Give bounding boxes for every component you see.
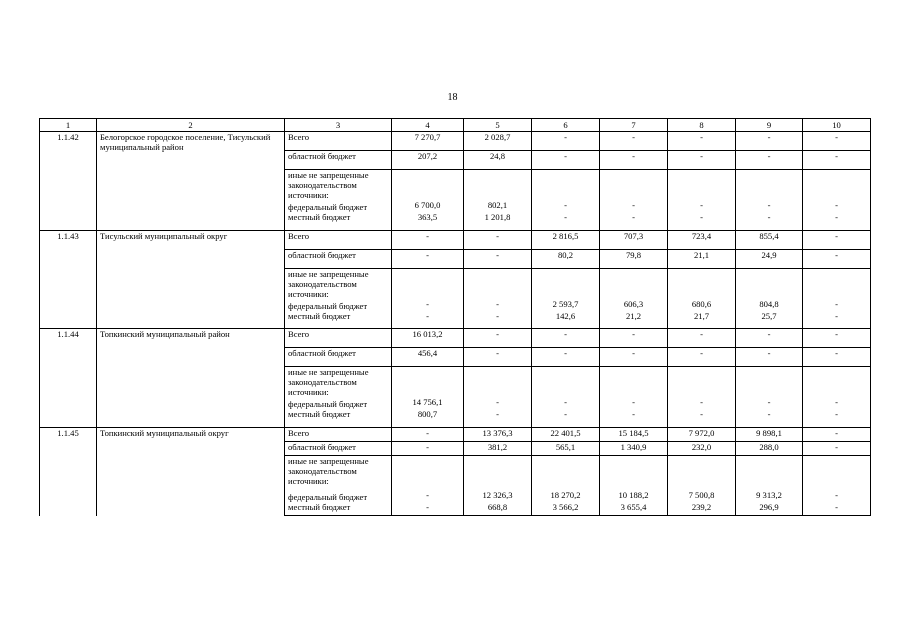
column-header: 8 [668,119,736,132]
value-cell: - [392,230,464,249]
value-cell: - [803,311,871,329]
municipality-name: Топкинский муниципальный округ [97,427,285,516]
value-cell: - [668,151,736,170]
value-cell: 606,3 [600,268,668,311]
budget-source-label: областной бюджет [285,249,392,268]
value-cell: 2 593,7 [532,268,600,311]
other-sources-label: законодательством [288,180,357,190]
value-cell: - [532,409,600,427]
value-cell: 1 201,8 [464,212,532,230]
value-cell: - [803,249,871,268]
value-cell: 9 898,1 [736,427,803,441]
value-cell: 565,1 [532,441,600,455]
value-cell: 21,1 [668,249,736,268]
other-sources-label: источники: [288,190,329,200]
value-cell: 80,2 [532,249,600,268]
value-cell: - [668,170,736,213]
other-sources-label: иные не запрещенные [288,455,369,466]
other-sources-label: иные не запрещенные [288,268,369,279]
value-cell: - [464,367,532,410]
value-cell: 18 270,2 [532,455,600,502]
budget-source-label: местный бюджет [285,502,392,516]
value-cell: - [532,329,600,348]
value-cell: 7 972,0 [668,427,736,441]
item-code: 1.1.45 [40,427,97,516]
value-cell: 296,9 [736,502,803,516]
value-cell: - [392,455,464,502]
value-cell: - [464,230,532,249]
value-cell: - [600,367,668,410]
value-cell: 10 188,2 [600,455,668,502]
value-cell: - [668,329,736,348]
value-cell: 288,0 [736,441,803,455]
value-cell: - [803,427,871,441]
value-cell: - [668,409,736,427]
value-cell: - [392,441,464,455]
value-cell: 15 184,5 [600,427,668,441]
value-cell: 24,9 [736,249,803,268]
value-cell: - [803,409,871,427]
value-cell: 239,2 [668,502,736,516]
other-sources-cell [285,367,392,410]
value-cell: - [736,151,803,170]
value-cell: - [668,212,736,230]
budget-source-label: областной бюджет [285,441,392,455]
value-cell: 6 700,0 [392,170,464,213]
other-sources-label: источники: [288,475,329,486]
value-cell: - [392,249,464,268]
value-cell: 680,6 [668,268,736,311]
value-cell: - [803,441,871,455]
budget-source-label: федеральный бюджет [288,399,368,409]
column-header: 3 [285,119,392,132]
value-cell: 25,7 [736,311,803,329]
value-cell: 21,7 [668,311,736,329]
value-cell: - [392,427,464,441]
other-sources-cell [285,455,392,502]
municipality-name: Топкинский муниципальный район [97,329,285,428]
value-cell: - [736,212,803,230]
budget-source-label: федеральный бюджет [288,300,368,311]
table-row [40,230,871,249]
value-cell: - [668,367,736,410]
value-cell: 79,8 [600,249,668,268]
value-cell: 232,0 [668,441,736,455]
value-cell: 3 655,4 [600,502,668,516]
budget-source-label: местный бюджет [285,212,392,230]
budget-source-label: Всего [285,230,392,249]
value-cell: 723,4 [668,230,736,249]
value-cell: - [668,132,736,151]
value-cell: - [464,249,532,268]
value-cell: 14 756,1 [392,367,464,410]
other-sources-label: законодательством [288,465,357,476]
value-cell: - [600,132,668,151]
column-header: 5 [464,119,532,132]
value-cell: - [803,230,871,249]
budget-source-label: местный бюджет [285,409,392,427]
value-cell: - [532,367,600,410]
value-cell: - [803,151,871,170]
other-sources-label: иные не запрещенные [288,367,369,377]
page-number: 18 [447,92,458,103]
value-cell: 381,2 [464,441,532,455]
column-number-row [40,119,871,132]
municipality-name: Белогорское городское поселение, Тисульский муниципальный район [97,132,285,231]
value-cell: - [600,170,668,213]
column-header: 6 [532,119,600,132]
other-sources-label: иные не запрещенные [288,170,369,180]
value-cell: - [600,409,668,427]
value-cell: 22 401,5 [532,427,600,441]
value-cell: - [464,409,532,427]
value-cell: 800,7 [392,409,464,427]
other-sources-cell [285,170,392,213]
value-cell: - [803,502,871,516]
municipality-name: Тисульский муниципальный округ [97,230,285,329]
value-cell: - [600,329,668,348]
column-header: 1 [40,119,97,132]
value-cell: - [736,132,803,151]
budget-source-label: Всего [285,329,392,348]
value-cell: 804,8 [736,268,803,311]
value-cell: - [803,132,871,151]
value-cell: - [803,170,871,213]
budget-table [39,118,871,516]
value-cell: - [532,212,600,230]
column-header: 2 [97,119,285,132]
value-cell: 3 566,2 [532,502,600,516]
value-cell: - [464,268,532,311]
value-cell: - [803,455,871,502]
value-cell: - [736,409,803,427]
value-cell: 207,2 [392,151,464,170]
table-row [40,132,871,151]
value-cell: - [532,151,600,170]
value-cell: 24,8 [464,151,532,170]
budget-source-label: федеральный бюджет [288,202,368,212]
column-header: 10 [803,119,871,132]
item-code: 1.1.43 [40,230,97,329]
budget-source-label: федеральный бюджет [288,491,368,502]
value-cell: - [392,268,464,311]
value-cell: 21,2 [600,311,668,329]
value-cell: - [392,311,464,329]
value-cell: - [803,268,871,311]
table-row [40,329,871,348]
column-header: 9 [736,119,803,132]
value-cell: - [803,367,871,410]
value-cell: 456,4 [392,348,464,367]
value-cell: - [600,151,668,170]
value-cell: 13 376,3 [464,427,532,441]
value-cell: - [803,329,871,348]
value-cell: - [600,212,668,230]
value-cell: - [464,329,532,348]
other-sources-label: источники: [288,387,329,397]
value-cell: - [668,348,736,367]
value-cell: 16 013,2 [392,329,464,348]
value-cell: 2 028,7 [464,132,532,151]
value-cell: - [803,348,871,367]
value-cell: - [736,348,803,367]
value-cell: - [736,329,803,348]
value-cell: - [532,348,600,367]
value-cell: - [532,170,600,213]
table-row [40,427,871,441]
column-header: 7 [600,119,668,132]
value-cell: 12 326,3 [464,455,532,502]
value-cell: 7 500,8 [668,455,736,502]
value-cell: - [736,170,803,213]
value-cell: - [803,212,871,230]
value-cell: - [464,311,532,329]
value-cell: 707,3 [600,230,668,249]
budget-source-label: местный бюджет [285,311,392,329]
other-sources-label: законодательством [288,278,357,289]
value-cell: 7 270,7 [392,132,464,151]
value-cell: 2 816,5 [532,230,600,249]
value-cell: 668,8 [464,502,532,516]
budget-source-label: областной бюджет [285,348,392,367]
budget-source-label: областной бюджет [285,151,392,170]
value-cell: 855,4 [736,230,803,249]
value-cell: - [736,367,803,410]
other-sources-label: источники: [288,288,329,299]
value-cell: 142,6 [532,311,600,329]
value-cell: 1 340,9 [600,441,668,455]
other-sources-cell [285,268,392,311]
value-cell: - [532,132,600,151]
other-sources-label: законодательством [288,377,357,387]
column-header: 4 [392,119,464,132]
value-cell: 363,5 [392,212,464,230]
value-cell: - [464,348,532,367]
value-cell: 9 313,2 [736,455,803,502]
item-code: 1.1.44 [40,329,97,428]
value-cell: - [600,348,668,367]
budget-source-label: Всего [285,132,392,151]
value-cell: - [392,502,464,516]
budget-source-label: Всего [285,427,392,441]
item-code: 1.1.42 [40,132,97,231]
value-cell: 802,1 [464,170,532,213]
